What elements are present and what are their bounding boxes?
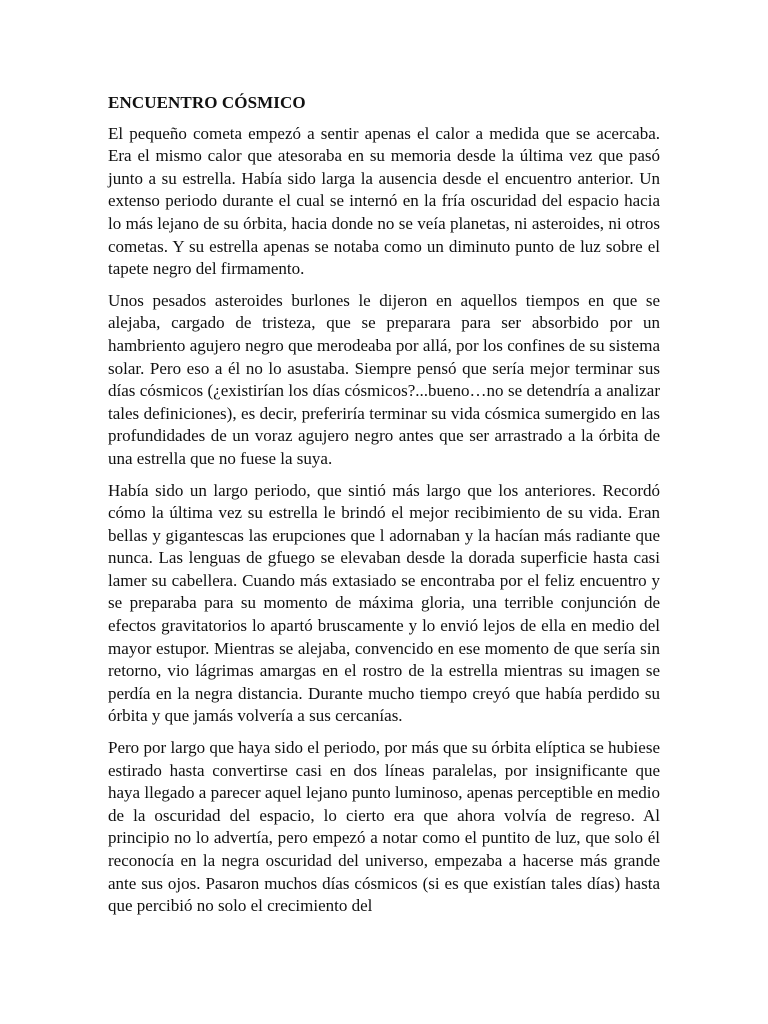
paragraph-4: Pero por largo que haya sido el periodo, por más que su órbita elíptica se hubiese estirado hasta convertirse casi en dos líneas paralelas, por insignificante que haya llegado a parecer aquel lejano punto luminoso, apenas perceptible en medio de la oscuridad del espacio, lo cierto era que ahora volvía de regreso. Al principio no lo advertía, pero empezó a notar como el puntito de luz, que solo él reconocía en la negra oscuridad del universo, empezaba a hacerse más grande ante sus ojos. Pasaron muchos días cósmicos (si es que existían tales días) hasta que percibió no solo el crecimiento del [108, 738, 660, 916]
paragraph-2: Unos pesados asteroides burlones le dijeron en aquellos tiempos en que se alejaba, cargado de tristeza, que se preparara para ser absorbido por un hambriento agujero negro que merodeaba por allá, por los confines de su sistema solar. Pero eso a él no lo asustaba. Siempre pensó que sería mejor terminar sus días cósmicos (¿existirían los días cósmicos?...bueno…no se detendría a analizar tales definiciones), es decir, preferiría terminar su vida cósmica sumergido en las profundidades de un voraz agujero negro antes que ser arrastrado a la órbita de una estrella que no fuese la suya. [108, 290, 660, 468]
paragraph-3: Había sido un largo periodo, que sintió más largo que los anteriores. Recordó cómo la última vez su estrella le brindó el mejor recibimiento de su vida. Eran bellas y gigantescas las erupciones que l adornaban y la hacían más radiante que nunca. Las lenguas de gfuego se elevaban desde la dorada superficie hasta casi lamer su cabellera. Cuando más extasiado se encontraba por el feliz encuentro y se preparaba para su momento de máxima gloria, una terrible conjunción de efectos gravitatorios lo apartó bruscamente y lo envió lejos de ella en medio del mayor estupor. Mientras se alejaba, convencido en ese momento de que sería sin retorno, vio lágrimas amargas en el rostro de la estrella mientras su imagen se perdía en la negra distancia. Durante mucho tiempo creyó que había perdido su órbita y que jamás volvería a sus cercanías. [108, 480, 660, 726]
document-title: ENCUENTRO CÓSMICO [108, 93, 306, 112]
document-body [108, 92, 660, 927]
paragraph-1: El pequeño cometa empezó a sentir apenas el calor a medida que se acercaba. Era el mismo calor que atesoraba en su memoria desde la última vez que pasó junto a su estrella. Había sido larga la ausencia desde el encuentro anterior. Un extenso periodo durante el cual se internó en la fría oscuridad del espacio hacia lo más lejano de su órbita, hacia donde no se veía planetas, ni asteroides, ni otros cometas. Y su estrella apenas se notaba como un diminuto punto de luz sobre el tapete negro del firmamento. [108, 123, 660, 279]
